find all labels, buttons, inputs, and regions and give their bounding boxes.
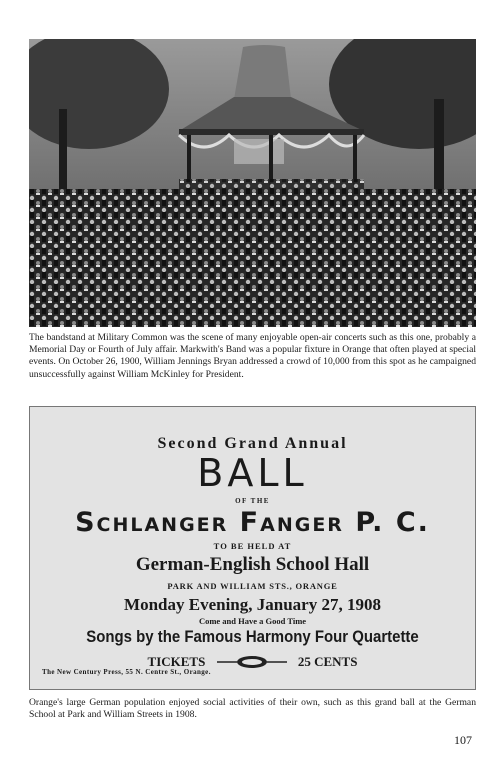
ball-ticket	[29, 406, 476, 690]
ticket-press: The New Century Press, 55 N. Centre St., Orange.	[42, 668, 211, 676]
ticket-label: TICKETS	[147, 654, 206, 670]
ticket-price: 25 CENTS	[297, 654, 358, 670]
page-number: 107	[454, 733, 472, 747]
bandstand-illustration	[29, 39, 476, 327]
photo-caption: The bandstand at Military Common was the scene of many enjoyable open-air concerts such as this one, probably a Memorial Day or Fourth of July affair. Markwith's Band was a popular fixture in Orange that often played at special events. On October 26, 1900, William Jennings Bryan addressed a crowd of 10,000 from this spot as he campaigned unsuccessfully against William McKinley for President.	[29, 332, 476, 380]
ornament-icon	[217, 654, 287, 670]
ticket-of-the: OF THE	[235, 497, 270, 505]
bandstand-photo	[29, 39, 476, 327]
ticket-held-at: TO BE HELD AT	[213, 541, 292, 551]
ticket-songs: Songs by the Famous Harmony Four Quartette	[86, 627, 419, 646]
ticket-hall: German-English School Hall	[135, 554, 370, 575]
ticket-club-name: Schlanger Fanger P. C.	[75, 507, 430, 538]
ticket-come: Come and Have a Good Time	[198, 616, 307, 626]
ticket-caption: Orange's large German population enjoyed social activities of their own, such as this grand ball at the German School at Park and William Streets in 1908.	[29, 697, 476, 721]
ticket-annual: Second Grand Annual	[157, 435, 348, 452]
ticket-ball: BALL	[197, 451, 308, 495]
ticket-street: PARK AND WILLIAM STS., ORANGE	[167, 581, 338, 591]
ticket-date: Monday Evening, January 27, 1908	[124, 595, 381, 614]
